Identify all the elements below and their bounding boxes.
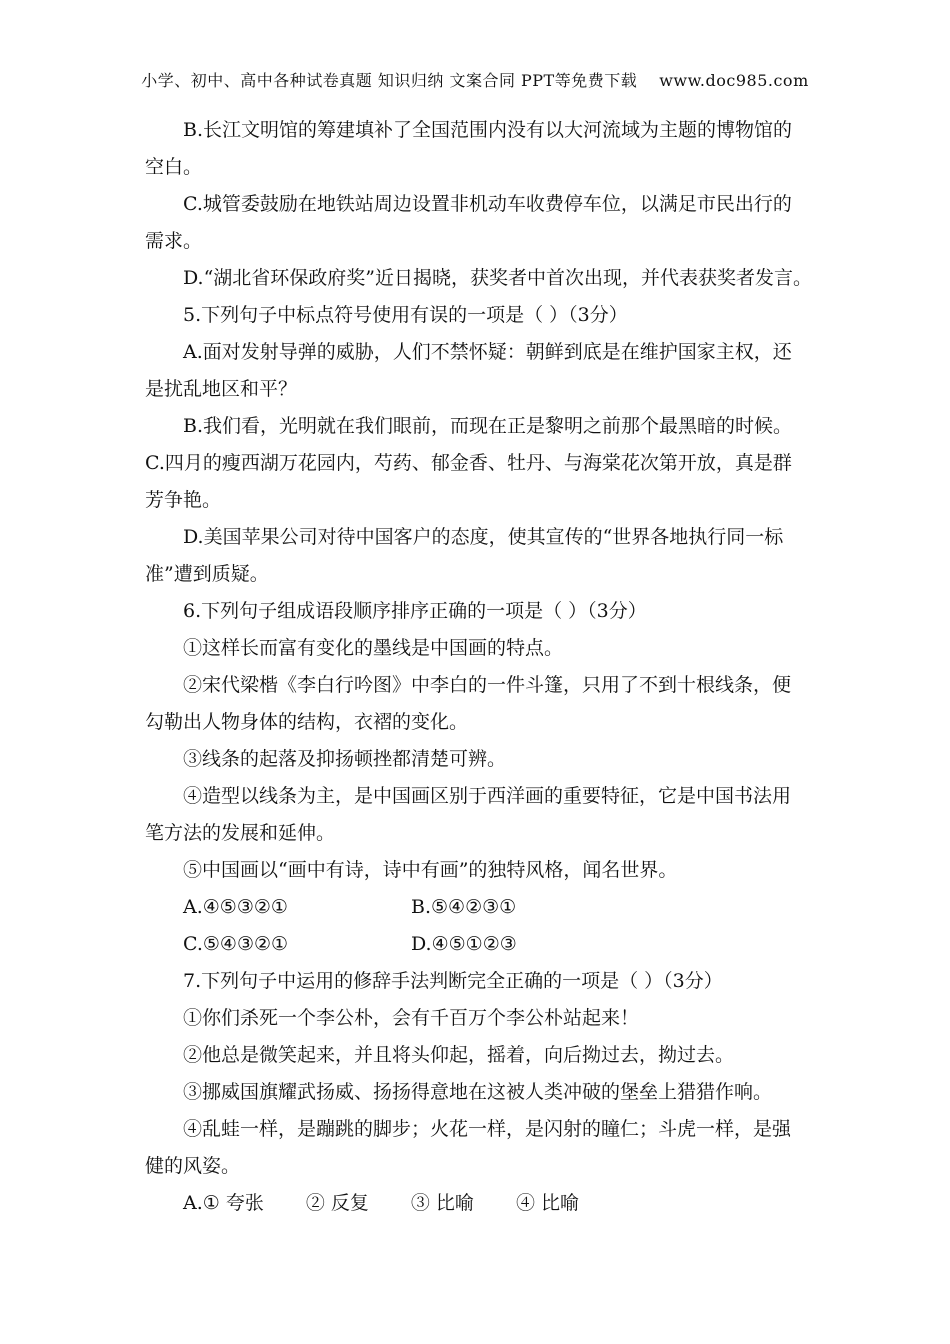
q4-option-c-cont: 需求。	[145, 230, 203, 252]
q6-sentence-2: ②宋代梁楷《李白行吟图》中李白的一件斗篷，只用了不到十根线条，便	[183, 674, 792, 696]
q6-sentence-3: ③线条的起落及抑扬顿挫都清楚可辨。	[183, 748, 507, 770]
header-text: 小学、初中、高中各种试卷真题 知识归纳 文案合同 PPT等免费下载	[141, 71, 638, 90]
q7-sentence-4: ④乱蛙一样，是蹦跳的脚步；火花一样，是闪射的瞳仁；斗虎一样，是强	[183, 1118, 792, 1140]
q6-option-b: B.⑤④②③①	[411, 896, 517, 918]
header-url[interactable]: www.doc985.com	[659, 71, 809, 90]
q6-option-d: D.④⑤①②③	[411, 933, 517, 955]
q5-option-d-cont: 准”遭到质疑。	[145, 563, 269, 585]
q7-option-a	[145, 1185, 810, 1222]
page-header	[0, 68, 950, 91]
q4-option-c: C.城管委鼓励在地铁站周边设置非机动车收费停车位，以满足市民出行的	[183, 193, 792, 215]
q6-stem: 6.下列句子组成语段顺序排序正确的一项是（ ）（3分）	[183, 600, 647, 622]
q7-sentence-4-cont: 健的风姿。	[145, 1155, 241, 1177]
q7-sentence-2: ②他总是微笑起来，并且将头仰起，摇着，向后拗过去，拗过去。	[183, 1044, 735, 1066]
q6-sentence-2-cont: 勾勒出人物身体的结构，衣褶的变化。	[145, 711, 469, 733]
q6-sentence-1: ①这样长而富有变化的墨线是中国画的特点。	[183, 637, 564, 659]
q4-option-d: D.“湖北省环保政府奖”近日揭晓，获奖者中首次出现，并代表获奖者发言。	[183, 267, 813, 289]
q6-option-c: C.⑤④③②①	[183, 933, 289, 955]
q6-options-row-1	[145, 889, 810, 926]
q5-option-a: A.面对发射导弹的威胁，人们不禁怀疑：朝鲜到底是在维护国家主权，还	[183, 341, 792, 363]
q5-option-d: D.美国苹果公司对待中国客户的态度，使其宣传的“世界各地执行同一标	[183, 526, 784, 548]
q7-option-a-part-2: ② 反复	[305, 1192, 369, 1214]
q6-sentence-4: ④造型以线条为主，是中国画区别于西洋画的重要特征，它是中国书法用	[183, 785, 792, 807]
q5-option-c-cont: 芳争艳。	[145, 489, 222, 511]
q6-sentence-5: ⑤中国画以“画中有诗，诗中有画”的独特风格，闻名世界。	[183, 859, 678, 881]
q7-option-a-part-4: ④ 比喻	[515, 1192, 579, 1214]
q6-options-row-2	[145, 926, 810, 963]
document-body	[145, 112, 813, 1222]
q5-option-c: C.四月的瘦西湖万花园内，芍药、郁金香、牡丹、与海棠花次第开放，真是群	[145, 452, 792, 474]
q7-option-a-part-3: ③ 比喻	[410, 1192, 474, 1214]
q7-sentence-3: ③挪威国旗耀武扬威、扬扬得意地在这被人类冲破的堡垒上猎猎作响。	[183, 1081, 773, 1103]
q6-sentence-4-cont: 笔方法的发展和延伸。	[145, 822, 336, 844]
q7-option-a-part-1: A.① 夸张	[183, 1192, 264, 1214]
q5-stem: 5.下列句子中标点符号使用有误的一项是（ ）（3分）	[183, 304, 628, 326]
q7-sentence-1: ①你们杀死一个李公朴，会有千百万个李公朴站起来！	[183, 1007, 640, 1029]
q5-option-a-cont: 是扰乱地区和平？	[145, 378, 298, 400]
q7-stem: 7.下列句子中运用的修辞手法判断完全正确的一项是（ ）（3分）	[183, 970, 723, 992]
q5-option-b: B.我们看，光明就在我们眼前，而现在正是黎明之前那个最黑暗的时候。	[183, 415, 793, 437]
q6-option-a: A.④⑤③②①	[183, 896, 288, 918]
q4-option-b: B.长江文明馆的筹建填补了全国范围内没有以大河流域为主题的博物馆的	[183, 119, 793, 141]
q4-option-b-cont: 空白。	[145, 156, 203, 178]
